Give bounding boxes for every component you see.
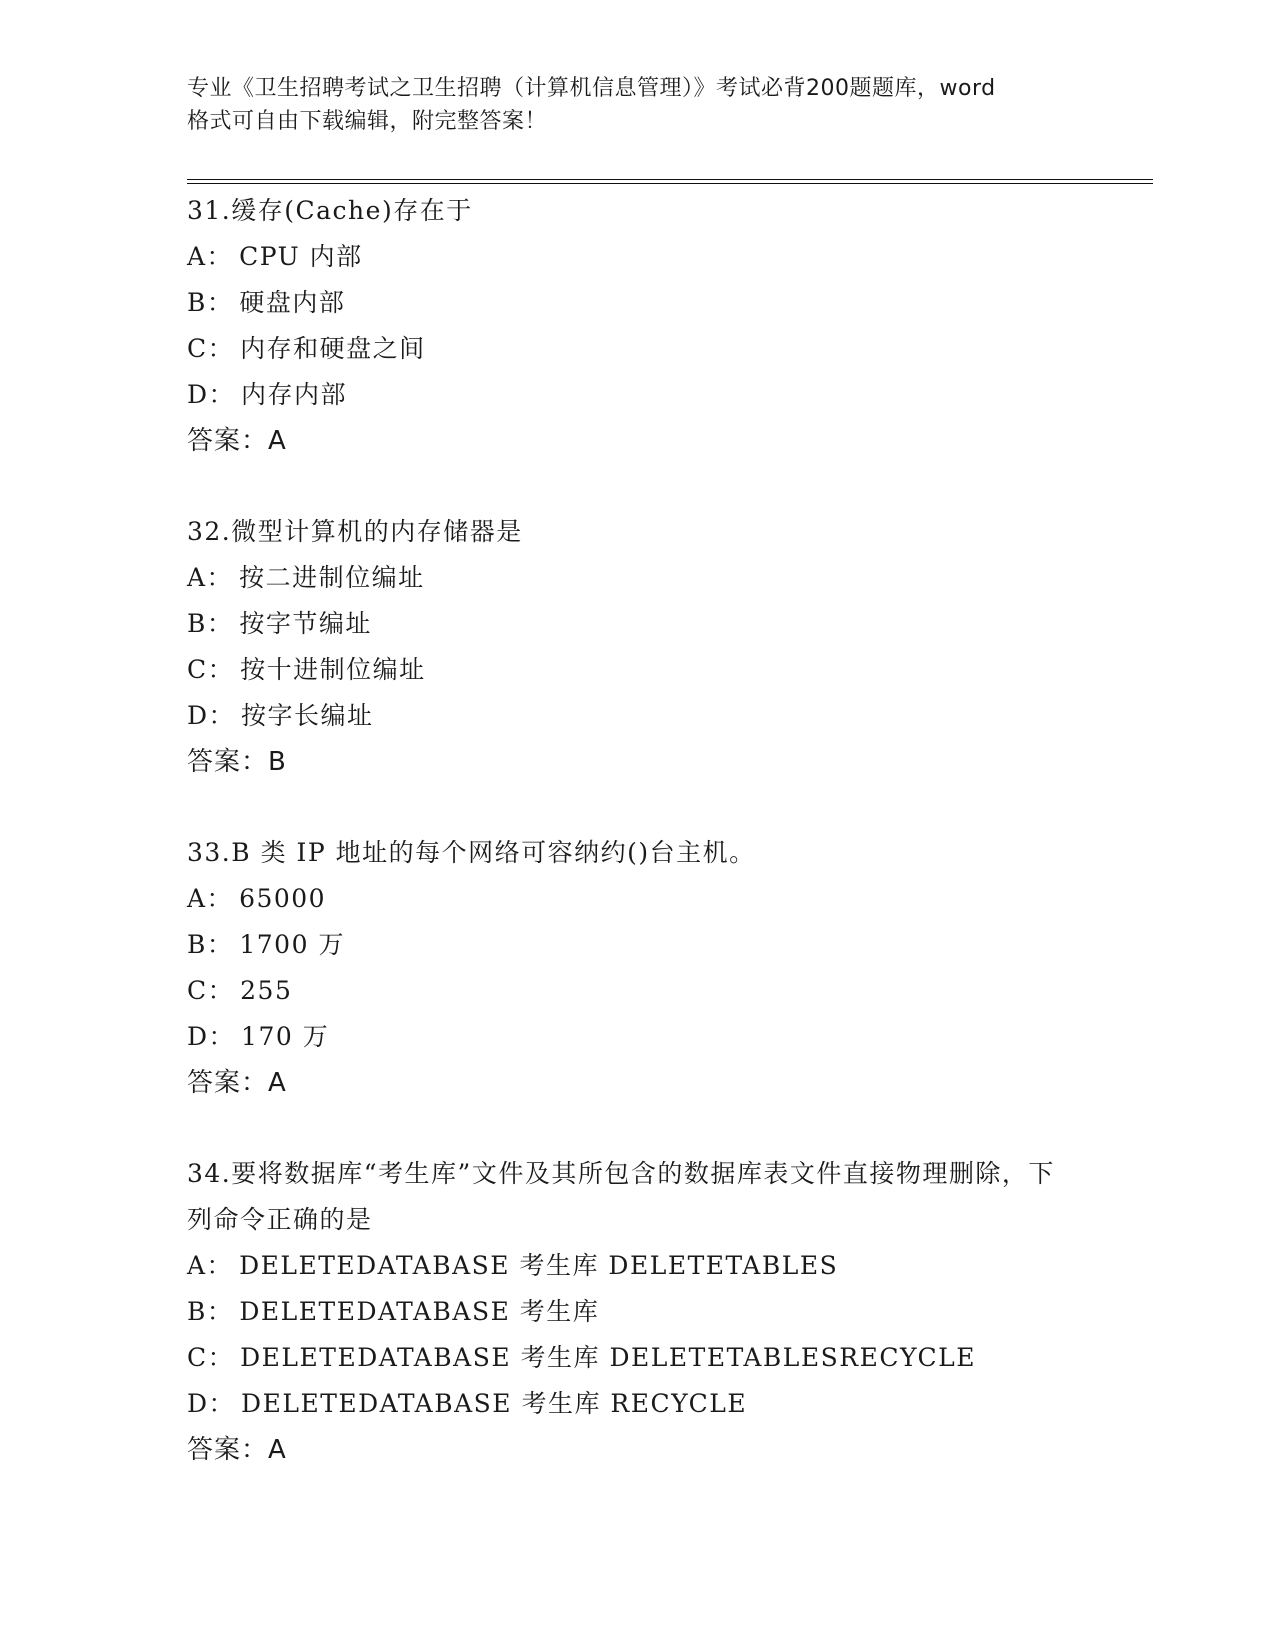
option-text: 65000 — [239, 884, 327, 913]
answer-line: 答案：B — [187, 747, 287, 777]
option-c — [187, 1335, 1087, 1381]
option-letter: C： — [187, 334, 235, 363]
option-letter: B： — [187, 930, 234, 959]
option-text: 170 万 — [241, 1022, 330, 1051]
question-stem: 34.要将数据库“考生库”文件及其所包含的数据库表文件直接物理删除，下列命令正确的是 — [187, 1159, 1055, 1234]
option-letter: D： — [187, 701, 236, 730]
option-c — [187, 968, 1087, 1014]
option-letter: A： — [187, 1251, 234, 1280]
option-letter: A： — [187, 884, 234, 913]
question-stem: 32.微型计算机的内存储器是 — [187, 517, 523, 546]
option-d — [187, 693, 1087, 739]
option-text: 255 — [240, 976, 293, 1005]
option-text: 按字长编址 — [241, 701, 374, 730]
option-d — [187, 1014, 1087, 1060]
header-line-2: 格式可自由下载编辑，附完整答案！ — [187, 109, 548, 134]
option-a — [187, 1243, 1087, 1289]
option-text: 按十进制位编址 — [240, 655, 426, 684]
header-divider-top — [187, 179, 1153, 180]
option-d — [187, 372, 1087, 418]
option-text: 硬盘内部 — [239, 288, 346, 317]
option-letter: C： — [187, 655, 235, 684]
option-letter: B： — [187, 609, 234, 638]
option-b — [187, 922, 1087, 968]
option-a — [187, 234, 1087, 280]
question-stem: 31.缓存(Cache)存在于 — [187, 196, 473, 225]
option-c — [187, 326, 1087, 372]
option-letter: D： — [187, 380, 236, 409]
header-line-1: 专业《卫生招聘考试之卫生招聘（计算机信息管理）》考试必背200题题库，word — [187, 76, 996, 101]
option-c — [187, 647, 1087, 693]
option-text: 按二进制位编址 — [239, 563, 425, 592]
option-b — [187, 280, 1087, 326]
option-letter: B： — [187, 288, 234, 317]
question-34 — [187, 1151, 1087, 1473]
option-text: DELETEDATABASE 考生库 — [239, 1297, 600, 1326]
option-letter: C： — [187, 976, 235, 1005]
option-text: DELETEDATABASE 考生库 RECYCLE — [241, 1389, 748, 1418]
option-letter: A： — [187, 563, 234, 592]
option-text: 按字节编址 — [239, 609, 372, 638]
option-letter: D： — [187, 1022, 236, 1051]
question-33 — [187, 830, 1087, 1106]
option-letter: A： — [187, 242, 234, 271]
question-32 — [187, 509, 1087, 785]
option-a — [187, 876, 1087, 922]
option-text: CPU 内部 — [239, 242, 363, 271]
option-d — [187, 1381, 1087, 1427]
question-stem: 33.B 类 IP 地址的每个网络可容纳约()台主机。 — [187, 838, 756, 867]
question-list — [187, 188, 1087, 1518]
document-header — [187, 72, 1087, 138]
option-text: DELETEDATABASE 考生库 DELETETABLES — [239, 1251, 839, 1280]
option-a — [187, 555, 1087, 601]
option-b — [187, 601, 1087, 647]
option-letter: D： — [187, 1389, 236, 1418]
answer-line: 答案：A — [187, 1435, 287, 1465]
option-text: 内存和硬盘之间 — [240, 334, 426, 363]
option-text: DELETEDATABASE 考生库 DELETETABLESRECYCLE — [240, 1343, 977, 1372]
option-b — [187, 1289, 1087, 1335]
option-text: 内存内部 — [241, 380, 348, 409]
question-31 — [187, 188, 1087, 464]
header-divider-bottom — [187, 183, 1153, 184]
option-letter: B： — [187, 1297, 234, 1326]
option-letter: C： — [187, 1343, 235, 1372]
answer-line: 答案：A — [187, 1068, 287, 1098]
option-text: 1700 万 — [239, 930, 345, 959]
answer-line: 答案：A — [187, 426, 287, 456]
